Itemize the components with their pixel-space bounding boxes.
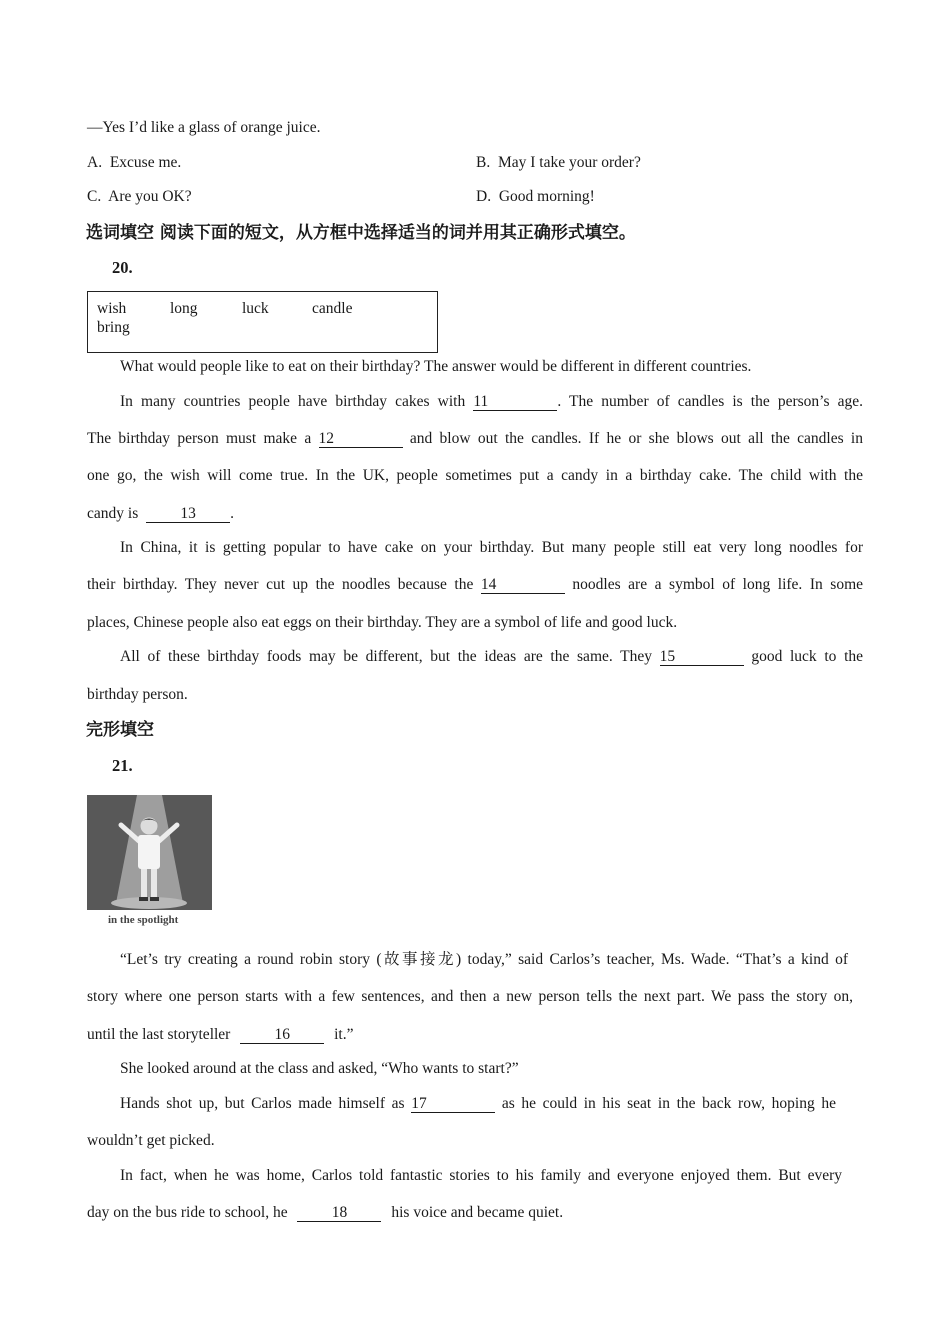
passage1-line: The birthday person must make a 12 and blow out the candles. If he or she blows out all the candles in — [87, 430, 863, 447]
answer-blank-18[interactable]: 18 — [297, 1205, 381, 1222]
passage1-line: candy is 13 . — [87, 505, 234, 522]
option-text: Good morning! — [498, 188, 595, 205]
spotlight-boy-icon — [87, 795, 212, 910]
passage1-line: their birthday. They never cut up the noodles because the 14 noodles are a symbol of long life. In some — [87, 576, 864, 593]
word-box — [87, 291, 438, 353]
answer-blank-17[interactable]: 17 — [411, 1096, 495, 1113]
passage2-line: until the last storyteller 16 it.” — [87, 1026, 354, 1043]
word-box-item: long — [170, 300, 198, 317]
passage1-paragraph: What would people like to eat on their birthday? The answer would be different in different countries. — [120, 358, 752, 375]
q19-option-d[interactable] — [476, 187, 595, 207]
passage2-line: “Let’s try creating a round robin story (故事接龙) today,” said Carlos’s teacher, Ms. Wade. “That’s a kind of — [120, 951, 848, 968]
answer-blank-15[interactable]: 15 — [660, 649, 744, 666]
question-number-20: 20. — [112, 258, 133, 277]
image-caption: in the spotlight — [108, 914, 179, 926]
word-box-item: candle — [312, 300, 353, 317]
section-title-word-fill: 选词填空 阅读下面的短文，从方框中选择适当的词并用其正确形式填空。 — [86, 223, 636, 243]
option-letter: B. — [476, 154, 491, 171]
option-text: Are you OK? — [108, 188, 192, 205]
passage1-line: All of these birthday foods may be different, but the ideas are the same. They 15 good luck to the — [120, 648, 864, 665]
passage2-line: In fact, when he was home, Carlos told fantastic stories to his family and everyone enjoyed them. But every — [120, 1167, 842, 1184]
option-text: Excuse me. — [109, 154, 182, 171]
passage2-line: day on the bus ride to school, he 18 his voice and became quiet. — [87, 1204, 564, 1221]
q19-option-b[interactable] — [476, 153, 641, 173]
word-box-item: bring — [97, 319, 130, 336]
q19-option-a[interactable] — [87, 153, 181, 173]
spotlight-illustration — [87, 795, 212, 910]
passage1-line: In China, it is getting popular to have cake on your birthday. But many people still eat very long noodles for — [120, 539, 863, 556]
passage1-line: one go, the wish will come true. In the UK, people sometimes put a candy in a birthday cake. The child with the — [87, 467, 863, 484]
option-text: May I take your order? — [497, 154, 641, 171]
question-number-21: 21. — [112, 756, 133, 775]
word-box-item: wish — [97, 300, 127, 317]
answer-blank-16[interactable]: 16 — [240, 1027, 324, 1044]
passage2-line: She looked around at the class and asked, “Who wants to start?” — [120, 1060, 519, 1077]
option-letter: C. — [87, 188, 102, 205]
word-box-item: luck — [242, 300, 269, 317]
passage2-line: story where one person starts with a few sentences, and then a new person tells the next part. We pass the story on, — [87, 988, 853, 1005]
q19-option-c[interactable] — [87, 187, 192, 207]
answer-blank-13[interactable]: 13 — [146, 506, 230, 523]
option-letter: A. — [87, 154, 103, 171]
q19-reply: —Yes I’d like a glass of orange juice. — [87, 119, 321, 136]
section-title-cloze: 完形填空 — [86, 720, 154, 740]
passage2-line: wouldn’t get picked. — [87, 1132, 215, 1149]
answer-blank-11[interactable]: 11 — [473, 394, 557, 411]
passage2-line: Hands shot up, but Carlos made himself as 17 as he could in his seat in the back row, hoping he — [120, 1095, 836, 1112]
option-letter: D. — [476, 188, 492, 205]
passage1-line: places, Chinese people also eat eggs on their birthday. They are a symbol of life and good luck. — [87, 614, 678, 631]
answer-blank-12[interactable]: 12 — [319, 431, 403, 448]
passage1-line: birthday person. — [87, 686, 188, 703]
answer-blank-14[interactable]: 14 — [481, 577, 565, 594]
passage1-line: In many countries people have birthday cakes with 11 . The number of candles is the person’s age. — [120, 393, 864, 410]
